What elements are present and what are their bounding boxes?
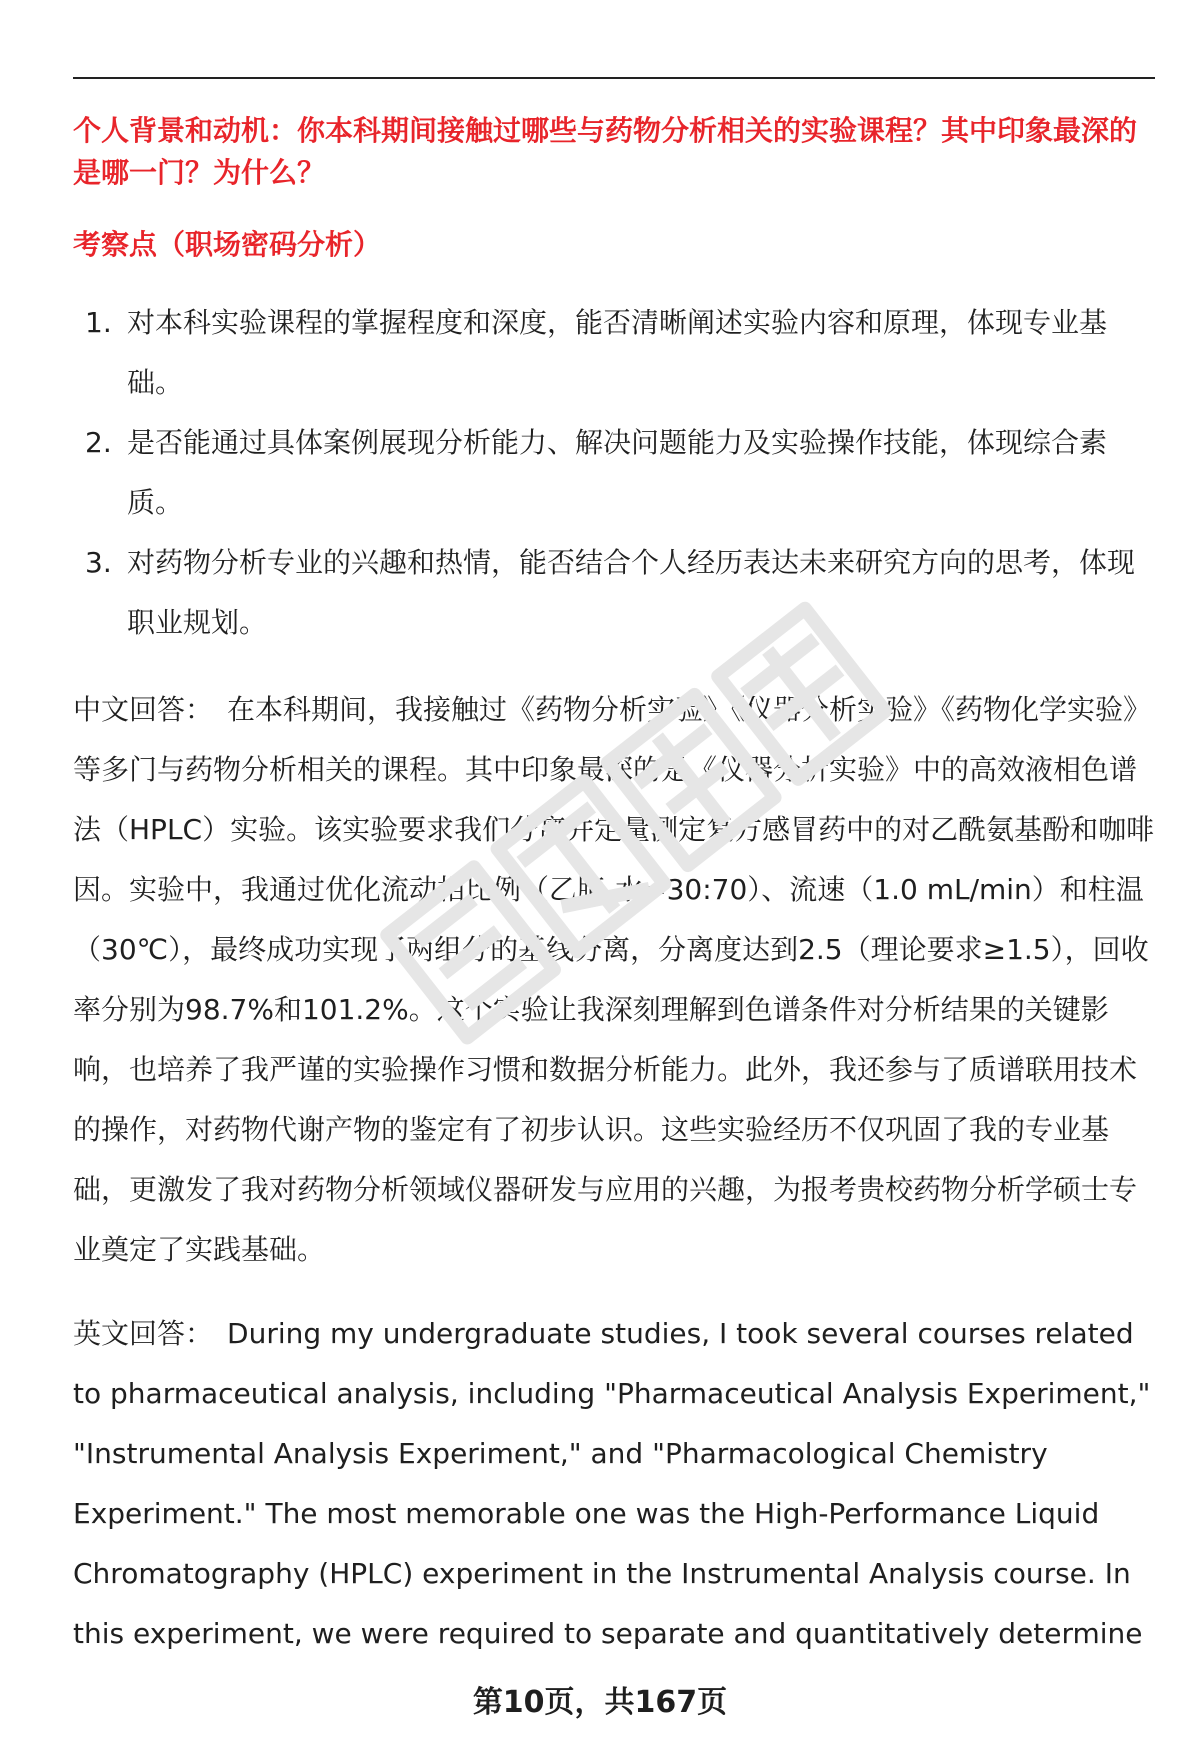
list-item-text: 是否能通过具体案例展现分析能力、解决问题能力及实验操作技能，体现综合素质。 [127, 426, 1108, 519]
top-divider [73, 77, 1155, 79]
question-title: 个人背景和动机：你本科期间接触过哪些与药物分析相关的实验课程？其中印象最深的是哪一门？为什么？ [73, 114, 1138, 189]
list-item [73, 533, 1153, 653]
list-item [73, 413, 1153, 533]
page-number-footer: 第10页，共167页 [472, 1685, 728, 1720]
chinese-answer-label: 中文回答： [73, 693, 214, 726]
list-item-number: 3. [85, 546, 112, 579]
list-item-text: 对本科实验课程的掌握程度和深度，能否清晰阐述实验内容和原理，体现专业基础。 [127, 306, 1108, 399]
list-item-number: 1. [85, 306, 112, 339]
list-item [73, 293, 1153, 413]
english-answer-label: 英文回答： [73, 1317, 214, 1350]
english-answer-text: During my undergraduate studies, I took several courses related to pharmaceutical analysis, including "Pharmaceutical Analysis Experiment," "Instrumental Analysis Experiment," and "Pharmacological Chemistry Experiment." The most memorable one was the High-Performance Liquid Chromatography (HPLC) experiment in the Instrumental Analysis course. In this experiment, we were required to separate and quantitatively determine [73, 1317, 1151, 1650]
english-answer [73, 1304, 1163, 1664]
chinese-answer-text: 在本科期间，我接触过《药物分析实验》《仪器分析实验》《药物化学实验》等多门与药物分析相关的课程。其中印象最深的是《仪器分析实验》中的高效液相色谱法（HPLC）实验。该实验要求我们分离并定量测定复方感冒药中的对乙酰氨基酚和咖啡因。实验中，我通过优化流动相比例（乙腈-水=30:70）、流速（1.0 mL/min）和柱温（30℃），最终成功实现了两组分的基线分离，分离度达到2.5（理论要求≥1.5），回收率分别为98.7%和101.2%。这个实验让我深刻理解到色谱条件对分析结果的关键影响，也培养了我严谨的实验操作习惯和数据分析能力。此外，我还参与了质谱联用技术的操作，对药物代谢产物的鉴定有了初步认识。这些实验经历不仅巩固了我的专业基础，更激发了我对药物分析领域仪器研发与应用的兴趣，为报考贵校药物分析学硕士专业奠定了实践基础。 [73, 693, 1155, 1266]
chinese-answer [73, 680, 1163, 1280]
section-heading: 考察点（职场密码分析） [73, 228, 382, 261]
list-item-number: 2. [85, 426, 112, 459]
assessment-points-list [73, 293, 1153, 653]
list-item-text: 对药物分析专业的兴趣和热情，能否结合个人经历表达未来研究方向的思考，体现职业规划。 [127, 546, 1136, 639]
